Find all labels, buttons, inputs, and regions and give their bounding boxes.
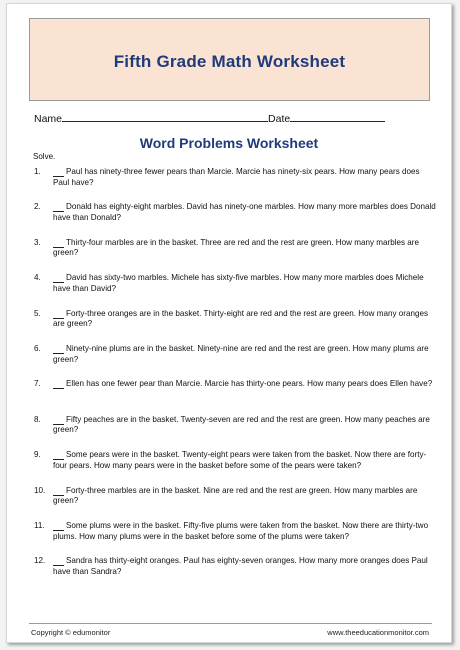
problem-item xyxy=(34,556,439,591)
problem-item xyxy=(34,379,439,414)
problem-item xyxy=(34,344,439,379)
problem-item xyxy=(34,486,439,521)
problem-number: 12. xyxy=(34,556,46,566)
footer-website: www.theeducationmonitor.com xyxy=(327,628,429,637)
problem-item xyxy=(34,238,439,273)
problem-number: 8. xyxy=(34,414,41,424)
problem-text: Ellen has one fewer pear than Marcie. Marcie has thirty-one pears. How many pears does Ellen have? xyxy=(66,379,433,389)
problem-text: Ninety-nine plums are in the basket. Ninety-nine are red and the rest are green. How many plums are green? xyxy=(53,343,429,364)
problem-text: David has sixty-two marbles. Michele has sixty-five marbles. How many more marbles does Michele have than David? xyxy=(53,273,424,293)
problem-number: 3. xyxy=(34,237,41,247)
problem-number: 1. xyxy=(34,167,41,176)
problem-text: Forty-three oranges are in the basket. Thirty-eight are red and the rest are green. How many oranges are green? xyxy=(53,308,429,329)
problem-number: 4. xyxy=(34,273,41,283)
problem-item xyxy=(34,167,439,202)
problem-list xyxy=(34,167,439,592)
problem-item xyxy=(34,309,439,344)
problem-number: 5. xyxy=(34,308,41,318)
student-info-line xyxy=(34,111,434,125)
date-label: Date xyxy=(268,113,291,125)
name-field[interactable] xyxy=(62,111,268,122)
problem-text: Some pears were in the basket. Twenty-eight pears were taken from the basket. Now there are forty-four pears. How many pears were in the basket before some of the pears were taken? xyxy=(53,450,427,470)
problem-text: Donald has eighty-eight marbles. David has ninety-one marbles. How many more marbles does Donald have than Donald? xyxy=(53,202,436,222)
problem-item xyxy=(34,450,439,485)
problem-text: Forty-three marbles are in the basket. Nine are red and the rest are green. How many marbles are green? xyxy=(53,485,418,506)
problem-number: 9. xyxy=(34,450,41,460)
page-title: Fifth Grade Math Worksheet xyxy=(113,52,346,71)
name-label: Name xyxy=(34,113,63,125)
worksheet-subtitle: Word Problems Worksheet xyxy=(139,135,319,151)
problem-item xyxy=(34,521,439,556)
problem-item xyxy=(34,202,439,237)
problem-number: 6. xyxy=(34,343,41,353)
header-box xyxy=(29,18,430,101)
footer-divider xyxy=(29,623,432,624)
date-field[interactable] xyxy=(290,111,385,122)
problem-item xyxy=(34,415,439,450)
problem-text: Some plums were in the basket. Fifty-five plums were taken from the basket. Now there are thirty-two plums. How many plums were in the basket before some of the plums were taken? xyxy=(53,520,429,541)
instruction-text: Solve. xyxy=(33,152,56,161)
problem-text: Fifty peaches are in the basket. Twenty-seven are red and the rest are green. How many peaches are green? xyxy=(53,414,430,435)
problem-number: 2. xyxy=(34,202,41,212)
problem-text: Sandra has thirty-eight oranges. Paul has eighty-seven oranges. How many more oranges does Paul have than Sandra? xyxy=(53,556,428,576)
problem-number: 10. xyxy=(34,485,46,495)
footer-copyright: Copyright © edumonitor xyxy=(31,628,111,637)
problem-number: 7. xyxy=(34,379,41,389)
problem-text: Paul has ninety-three fewer pears than Marcie. Marcie has ninety-six pears. How many pears does Paul have? xyxy=(53,167,420,187)
worksheet-page xyxy=(6,3,452,643)
problem-text: Thirty-four marbles are in the basket. Three are red and the rest are green. How many marbles are green? xyxy=(53,237,419,258)
problem-item xyxy=(34,273,439,308)
problem-number: 11. xyxy=(34,520,45,530)
